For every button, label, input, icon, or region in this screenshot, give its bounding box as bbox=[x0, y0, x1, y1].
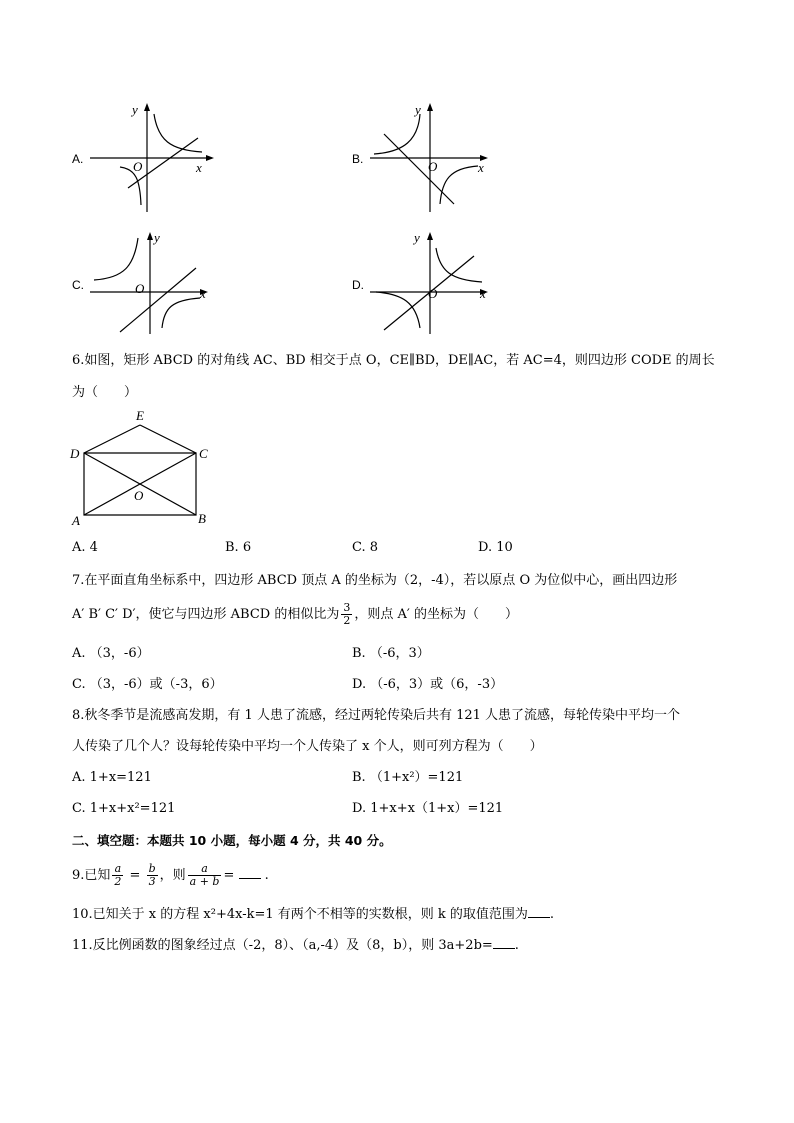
q9-pre: 9.已知 bbox=[72, 868, 111, 883]
graph-b bbox=[370, 100, 500, 215]
q11-line bbox=[72, 936, 519, 955]
graph-b-y-label: y bbox=[415, 102, 421, 117]
q9-f2-denominator: 3 bbox=[148, 875, 156, 888]
graph-a-origin-label: O bbox=[133, 159, 143, 174]
graph-d bbox=[370, 228, 500, 338]
q7-option-c: C. （3，-6）或（-3，6） bbox=[72, 677, 223, 692]
q8-line1: 8.秋冬季节是流感高发期，有 1 人患了流感，经过两轮传染后共有 121 人患了流感，每轮传染中平均一个 bbox=[72, 708, 681, 723]
q9-f1-numerator: a bbox=[112, 863, 123, 876]
graph-a-x-label: x bbox=[196, 160, 202, 175]
graph-c-origin-label: O bbox=[135, 281, 145, 296]
q10-text: 10.已知关于 x 的方程 x²+4x-k=1 有两个不相等的实数根，则 k 的取值范围为 bbox=[72, 907, 528, 922]
q10-answer-blank[interactable] bbox=[528, 905, 550, 918]
q6-line2: 为（ ） bbox=[72, 385, 138, 400]
q7-option-d: D. （-6，3）或（6，-3） bbox=[352, 677, 504, 692]
q6-option-c: C. 8 bbox=[352, 540, 379, 555]
q9-f3-numerator: a bbox=[188, 863, 222, 876]
section-2-heading: 二、填空题：本题共 10 小题，每小题 4 分，共 40 分。 bbox=[72, 833, 392, 848]
q9-answer-blank[interactable] bbox=[239, 866, 261, 879]
q9-mid: ，则 bbox=[159, 868, 186, 883]
q11-end: . bbox=[514, 938, 519, 953]
q9-f1-denominator: 2 bbox=[114, 875, 122, 888]
graph-d-x-label: x bbox=[480, 286, 486, 301]
q8-option-d: D. 1+x+x（1+x）=121 bbox=[352, 801, 504, 816]
figure-label-o: O bbox=[134, 488, 144, 503]
q9-fraction-b-over-3 bbox=[147, 863, 158, 888]
q7-line2-post: ，则点 A′ 的坐标为（ ） bbox=[354, 607, 518, 622]
graph-a-y-label: y bbox=[132, 102, 138, 117]
q9-f3-denominator: a + b bbox=[189, 875, 220, 888]
q7-ratio-numerator: 3 bbox=[343, 601, 351, 614]
figure-label-e: E bbox=[136, 408, 144, 423]
figure-label-d: D bbox=[70, 446, 80, 461]
option-b-label: B. bbox=[352, 152, 364, 166]
q8-option-b: B. （1+x²）=121 bbox=[352, 770, 464, 785]
option-a-label: A. bbox=[72, 152, 84, 166]
q6-line1: 6.如图，矩形 ABCD 的对角线 AC、BD 相交于点 O，CE∥BD，DE∥AC，若 AC=4，则四边形 CODE 的周长 bbox=[72, 353, 715, 368]
q8-option-a: A. 1+x=121 bbox=[72, 770, 152, 785]
q9-fraction-a-over-a-plus-b bbox=[188, 863, 222, 888]
graph-d-origin-label: O bbox=[428, 286, 438, 301]
graph-c-x-label: x bbox=[200, 286, 206, 301]
q6-rectangle-figure bbox=[66, 405, 216, 530]
q6-option-a: A. 4 bbox=[72, 540, 98, 555]
q7-option-b: B. （-6，3） bbox=[352, 646, 430, 661]
graph-b-x-label: x bbox=[478, 160, 484, 175]
q10-end: . bbox=[549, 907, 555, 922]
q11-text: 11.反比例函数的图象经过点（-2，8）、（a,-4）及（8，b），则 3a+2b= bbox=[72, 938, 493, 953]
q9-equals: = bbox=[129, 868, 141, 883]
graph-d-y-label: y bbox=[414, 230, 420, 245]
q7-ratio-fraction bbox=[341, 602, 352, 627]
q7-line2-pre: A′ B′ C′ D′，使它与四边形 ABCD 的相似比为 bbox=[72, 607, 340, 622]
graph-b-origin-label: O bbox=[428, 159, 438, 174]
q9-post: = bbox=[223, 868, 239, 883]
option-c-label: C. bbox=[72, 278, 84, 292]
q6-option-b: B. 6 bbox=[225, 540, 252, 555]
graph-a bbox=[90, 100, 220, 215]
q8-line2: 人传染了几个人？设每轮传染中平均一个人传染了 x 个人，则可列方程为（ ） bbox=[72, 739, 543, 754]
graph-c bbox=[90, 228, 220, 338]
q11-answer-blank[interactable] bbox=[493, 936, 515, 949]
option-d-label: D. bbox=[352, 278, 364, 292]
q9-fraction-a-over-2 bbox=[112, 863, 123, 888]
q7-line2 bbox=[72, 600, 518, 630]
q9-f2-numerator: b bbox=[148, 862, 156, 875]
q6-option-d: D. 10 bbox=[478, 540, 513, 555]
q10-line bbox=[72, 905, 554, 924]
figure-label-b: B bbox=[198, 511, 206, 526]
figure-label-c: C bbox=[199, 446, 208, 461]
q9-line bbox=[72, 860, 269, 892]
q7-line1: 7.在平面直角坐标系中，四边形 ABCD 顶点 A 的坐标为（2，-4），若以原点 O 为位似中心，画出四边形 bbox=[72, 573, 678, 588]
q8-option-c: C. 1+x+x²=121 bbox=[72, 801, 176, 816]
graph-c-y-label: y bbox=[154, 230, 160, 245]
figure-label-a: A bbox=[72, 513, 80, 528]
q7-ratio-denominator: 2 bbox=[343, 614, 351, 627]
q9-end: . bbox=[264, 868, 269, 883]
q7-option-a: A. （3，-6） bbox=[72, 646, 150, 661]
